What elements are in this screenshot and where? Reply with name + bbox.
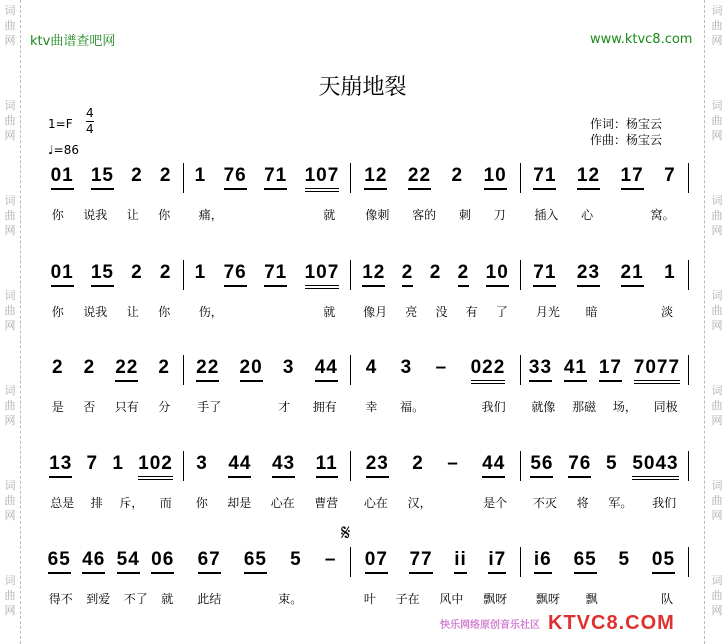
lyrics-line [42, 303, 180, 320]
lyric [447, 398, 459, 415]
lyrics-line [354, 494, 517, 511]
side-watermark: 词曲网 [4, 289, 16, 332]
lyric: 那磁 [572, 400, 597, 414]
lyric: 就 [323, 208, 336, 222]
note-group: 2 [402, 263, 414, 287]
site-name: ktv曲谱查吧网 [30, 34, 116, 49]
note-group: 15 [91, 263, 114, 287]
note-group: 54 [117, 550, 140, 574]
lyric [248, 303, 260, 320]
note-group: 01 [51, 263, 74, 287]
time-bottom: 4 [86, 122, 94, 136]
bar-line [350, 163, 351, 193]
note-group: 67 [198, 550, 221, 574]
note-group: ii [454, 550, 467, 574]
lyric [623, 590, 635, 607]
measure [42, 166, 180, 196]
lyric: 暗 [585, 305, 598, 319]
lyric: 军。 [608, 496, 633, 510]
note-group: 46 [82, 550, 105, 574]
lyric: 叶 [363, 592, 376, 606]
note-group: 13 [49, 454, 72, 478]
song-title: 天崩地裂 [318, 75, 407, 100]
note-group: 56 [530, 454, 553, 478]
note-group: 22 [408, 166, 431, 190]
note-group: 07 [365, 550, 388, 574]
lyric: 此结 [197, 592, 222, 606]
note-group: 20 [240, 358, 263, 382]
lyrics-line [523, 206, 686, 223]
note-group: 3 [196, 453, 208, 474]
lyric [244, 590, 256, 607]
bar-line [688, 260, 689, 290]
bar-line [520, 451, 521, 481]
lyric: 就 [161, 592, 174, 606]
note-group: 12 [577, 166, 600, 190]
measure [186, 358, 348, 388]
lyric: 我们 [481, 400, 506, 414]
note-group: 3 [400, 357, 413, 378]
note-group: 77 [409, 550, 432, 574]
note-group: 4 [365, 357, 378, 378]
lyric: 而 [159, 496, 172, 510]
lyric: 手了 [197, 400, 222, 414]
side-watermark: 词曲网 [711, 194, 723, 237]
lyric: 说我 [83, 208, 108, 222]
lyric: 你 [158, 305, 171, 319]
note-group: 71 [264, 166, 287, 190]
note-group: 107 [305, 166, 340, 192]
measure [186, 263, 348, 293]
measure [354, 454, 517, 484]
note-group: 7 [664, 165, 676, 186]
side-watermark: 词曲网 [4, 194, 16, 237]
lyrics-line [354, 590, 517, 607]
ktvc8-logo [440, 612, 675, 635]
measure [523, 550, 686, 580]
lyric: 才 [278, 400, 291, 414]
measure [523, 358, 686, 388]
measure [42, 550, 180, 580]
note-group: 65 [244, 550, 267, 574]
lyrics-line [42, 494, 180, 511]
measure [354, 550, 517, 580]
lyric: 淡 [661, 305, 674, 319]
note-group: 71 [533, 166, 556, 190]
bar-line [183, 451, 184, 481]
lyric: 就 [323, 305, 336, 319]
note-group: 11 [316, 454, 338, 478]
lyrics-line [186, 303, 348, 320]
lyric: 束。 [278, 592, 303, 606]
note-group: 10 [484, 166, 507, 190]
note-group: 44 [482, 454, 505, 478]
lyricist: 作词：杨宝云 [590, 117, 663, 131]
logo-text: 快乐网络原创音乐社区 [440, 620, 540, 631]
lyric: 插入 [534, 208, 559, 222]
measure [523, 454, 686, 484]
note-group: i6 [534, 550, 552, 574]
lyric: 你 [195, 496, 208, 510]
site-url: www.ktvc8.com [590, 32, 693, 47]
lyric: 得不 [48, 592, 73, 606]
measure [186, 550, 348, 580]
measure [354, 166, 517, 196]
side-watermark: 词曲网 [711, 289, 723, 332]
note-group: i7 [488, 550, 506, 574]
note-group: 01 [51, 166, 74, 190]
side-watermark: 词曲网 [4, 99, 16, 142]
note-group: 76 [224, 263, 247, 287]
composer: 作曲：杨宝云 [590, 133, 663, 147]
note-group: 102 [138, 454, 173, 480]
lyric: 伤， [198, 305, 223, 319]
bar-line [183, 355, 184, 385]
note-group: 22 [196, 358, 219, 382]
note-group: 23 [366, 454, 389, 478]
note-group: – [447, 453, 459, 474]
key-signature: 1=F [48, 117, 73, 131]
lyric: 斥， [119, 496, 144, 510]
note-group: 022 [471, 358, 506, 384]
side-watermark: 词曲网 [711, 4, 723, 47]
lyric: 心在 [270, 496, 295, 510]
lyric: 不灭 [532, 496, 557, 510]
lyrics-line [186, 398, 348, 415]
lyric: 像刺 [365, 208, 390, 222]
lyric: 让 [126, 305, 139, 319]
lyric: 让 [126, 208, 139, 222]
lyric: 福。 [400, 400, 425, 414]
lyric: 客的 [412, 208, 437, 222]
lyric: 我们 [652, 496, 677, 510]
lyric: 只有 [114, 400, 139, 414]
note-group: 5043 [632, 454, 678, 480]
lyric: 了 [495, 305, 508, 319]
note-group: 71 [264, 263, 287, 287]
note-group: 2 [451, 165, 464, 186]
lyric: 没 [435, 305, 448, 319]
note-group: 44 [315, 358, 338, 382]
lyric [616, 206, 628, 223]
lyric: 飘 [585, 592, 598, 606]
note-group: 41 [564, 358, 587, 382]
note-group: 7077 [634, 358, 680, 384]
note-group: 10 [486, 263, 509, 287]
note-group: 15 [91, 166, 114, 190]
measure [42, 358, 180, 388]
side-watermark: 词曲网 [711, 479, 723, 522]
measure [354, 263, 517, 293]
lyric: 你 [51, 208, 64, 222]
lyric [286, 303, 298, 320]
logo-mark: KTVC8.COM [548, 612, 675, 634]
bar-line [183, 260, 184, 290]
quarter-note-icon: ♩ [48, 143, 54, 157]
lyrics-line [523, 494, 686, 511]
side-watermark: 词曲网 [711, 99, 723, 142]
lyric: 同极 [653, 400, 678, 414]
lyric [325, 590, 337, 607]
lyric [451, 494, 463, 511]
note-group: 1 [194, 262, 207, 283]
bar-line [520, 547, 521, 577]
note-group: 2 [131, 262, 143, 283]
lyric: 队 [661, 592, 674, 606]
note-group: 76 [224, 166, 247, 190]
side-watermark: 词曲网 [711, 574, 723, 617]
note-group: 65 [574, 550, 597, 574]
note-group: 44 [228, 454, 251, 478]
lyrics-line [186, 206, 348, 223]
measure [42, 454, 180, 484]
note-group: – [435, 357, 448, 378]
lyric: 拥有 [312, 400, 337, 414]
note-group: 21 [621, 263, 644, 287]
bar-line [350, 355, 351, 385]
lyrics-line [42, 206, 180, 223]
time-signature [86, 106, 94, 137]
lyric: 痛， [198, 208, 223, 222]
bar-line [520, 355, 521, 385]
lyric: 却是 [227, 496, 252, 510]
bar-line [688, 355, 689, 385]
lyric: 心 [581, 208, 594, 222]
note-group: 2 [83, 357, 96, 378]
lyric: 场， [612, 400, 637, 414]
bar-line [688, 547, 689, 577]
lyrics-line [354, 303, 517, 320]
bar-line [350, 260, 351, 290]
bar-line [688, 451, 689, 481]
lyrics-line [354, 206, 517, 223]
measure [42, 263, 180, 293]
tempo [48, 143, 79, 157]
note-group: 2 [412, 453, 424, 474]
lyric: 否 [83, 400, 96, 414]
note-group: 23 [577, 263, 600, 287]
note-group: 107 [305, 263, 340, 289]
lyric: 总是 [50, 496, 75, 510]
time-top: 4 [86, 106, 94, 120]
bar-line [520, 163, 521, 193]
lyric: 风中 [439, 592, 464, 606]
measure [186, 454, 348, 484]
note-group: 1 [112, 453, 124, 474]
lyric: 飘呀 [535, 592, 560, 606]
note-group: 2 [158, 357, 170, 378]
lyrics-line [42, 398, 180, 415]
lyrics-line [42, 590, 180, 607]
lyric [286, 206, 298, 223]
note-group: 1 [664, 262, 676, 283]
note-group: 3 [282, 357, 295, 378]
note-group: 65 [48, 550, 71, 574]
note-group: 17 [621, 166, 644, 190]
lyrics-line [186, 590, 348, 607]
lyric: 说我 [83, 305, 108, 319]
side-watermark: 词曲网 [711, 384, 723, 427]
measure [523, 263, 686, 293]
bar-line [183, 163, 184, 193]
side-watermark: 词曲网 [4, 384, 16, 427]
side-watermark: 词曲网 [4, 479, 16, 522]
lyric: 子在 [395, 592, 420, 606]
side-watermark: 词曲网 [4, 4, 16, 47]
note-group: 22 [115, 358, 138, 382]
lyric [248, 206, 260, 223]
side-watermark: 词曲网 [4, 574, 16, 617]
note-group: 2 [159, 262, 172, 283]
lyric: 你 [158, 208, 171, 222]
bar-line [688, 163, 689, 193]
lyric: 将 [576, 496, 589, 510]
tempo-value: =86 [53, 143, 79, 157]
note-group: 5 [618, 549, 631, 570]
note-group: 1 [194, 165, 207, 186]
lyric: 幸 [365, 400, 378, 414]
note-group: 05 [652, 550, 675, 574]
note-group: 2 [429, 262, 442, 283]
bar-line [350, 451, 351, 481]
note-group: 33 [529, 358, 552, 382]
lyric: 有 [465, 305, 478, 319]
measure [354, 358, 517, 388]
lyric: 曹营 [314, 496, 339, 510]
note-group: 5 [606, 453, 618, 474]
lyric: 刀 [493, 208, 506, 222]
lyric: 不了 [123, 592, 148, 606]
note-group: 2 [131, 165, 143, 186]
lyrics-line [186, 494, 348, 511]
lyric: 汉， [407, 496, 432, 510]
note-group: 76 [568, 454, 591, 478]
lyric: 就像 [531, 400, 556, 414]
note-group: 06 [151, 550, 174, 574]
lyric: 排 [90, 496, 103, 510]
lyric: 是个 [483, 496, 508, 510]
lyric: 窝。 [650, 208, 675, 222]
note-group: 2 [52, 357, 64, 378]
bar-line [520, 260, 521, 290]
lyric: 飘呀 [483, 592, 508, 606]
note-group: 2 [458, 263, 470, 287]
note-group: 12 [364, 166, 387, 190]
bar-line [350, 547, 351, 577]
lyric [244, 398, 256, 415]
lyric: 像月 [363, 305, 388, 319]
note-group: 12 [362, 263, 385, 287]
lyric: 刺 [458, 208, 471, 222]
note-group: 2 [159, 165, 172, 186]
lyric: 亮 [405, 305, 418, 319]
lyrics-line [354, 398, 517, 415]
lyric: 分 [158, 400, 171, 414]
note-group: 71 [533, 263, 556, 287]
lyrics-line [523, 590, 686, 607]
lyric: 你 [51, 305, 64, 319]
lyric: 月光 [535, 305, 560, 319]
lyric: 到爱 [86, 592, 111, 606]
note-group: 43 [272, 454, 295, 478]
note-group: 5 [290, 549, 302, 570]
measure [523, 166, 686, 196]
lyric [623, 303, 635, 320]
segno-icon: 𝄋 [341, 521, 351, 546]
note-group: 7 [86, 453, 99, 474]
lyric: 是 [51, 400, 64, 414]
note-group: 17 [599, 358, 622, 382]
note-group: – [324, 549, 337, 570]
lyrics-line [523, 303, 686, 320]
lyrics-line [523, 398, 686, 415]
measure [186, 166, 348, 196]
lyric: 心在 [363, 496, 388, 510]
